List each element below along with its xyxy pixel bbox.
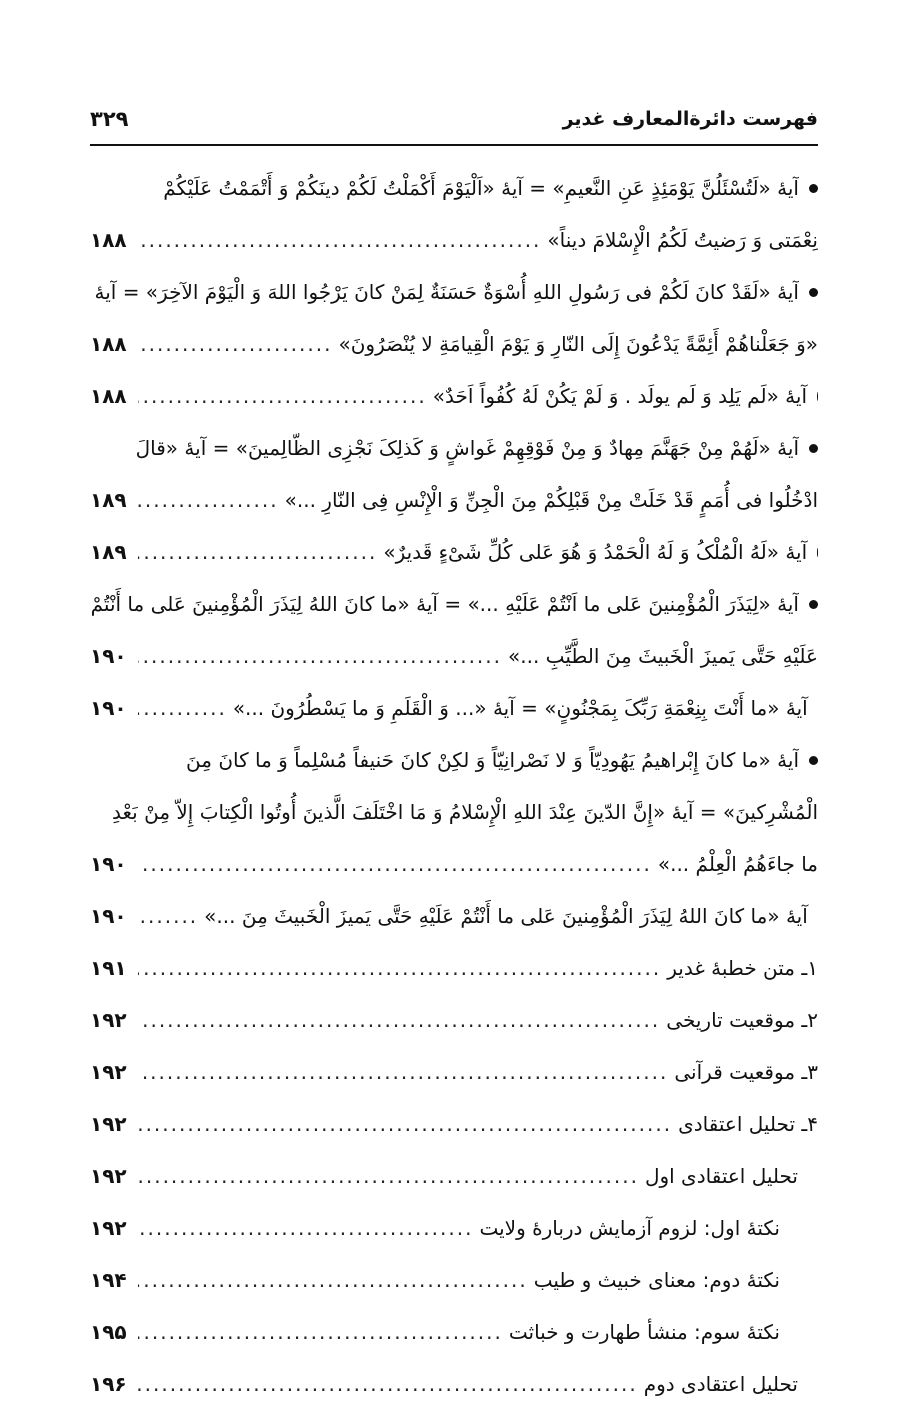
entry-text: عَلَیْهِ حَتَّى یَمیزَ الْخَبیثَ مِنَ الطَّیِّبِ ...» [508, 644, 818, 668]
index-entry [90, 942, 818, 994]
bullet-icon [809, 184, 818, 193]
index-entries [90, 162, 818, 1410]
entry-text: ۴ـ تحلیل اعتقادی [678, 1112, 818, 1136]
index-entry [90, 1202, 818, 1254]
bullet-icon [809, 444, 818, 453]
entry-page-number: ۱۹۲ [90, 1060, 127, 1084]
entry-text: نکتهٔ سوم: منشأ طهارت و خباثت [508, 1320, 780, 1344]
index-page [90, 0, 818, 1410]
index-entry [90, 994, 818, 1046]
dot-leader [138, 1098, 672, 1150]
entry-line [90, 942, 818, 994]
entry-line [90, 1358, 818, 1410]
entry-text: «وَ جَعَلْناهُمْ أَئِمَّةً یَدْعُونَ إِلَى النّارِ وَ یَوْمَ الْقِیامَةِ لا یُنْصَرُونَ» [338, 332, 818, 356]
entry-line [90, 578, 818, 630]
index-entry [90, 266, 818, 370]
entry-page-number: ۱۹۱ [90, 956, 127, 980]
dot-leader [138, 1358, 638, 1410]
dot-leader [138, 994, 660, 1046]
entry-text: ۳ـ موقعیت قرآنی [674, 1060, 818, 1084]
entry-page-number: ۱۹۲ [90, 1216, 127, 1240]
index-entry [90, 370, 818, 422]
entry-line [90, 526, 818, 578]
bullet-icon [817, 392, 818, 401]
entry-text: آیهٔ «لَم یَلِد وَ لَم یولَد . وَ لَمْ یَکُنْ لَهُ کُفُواً اَحَدٌ» [432, 384, 808, 408]
entry-page-number: ۱۹۰ [90, 696, 127, 720]
entry-line [90, 1098, 818, 1150]
entry-line [90, 1046, 818, 1098]
entry-line [90, 890, 818, 942]
entry-line [90, 630, 818, 682]
index-entry [90, 162, 818, 266]
index-entry [90, 682, 818, 734]
entry-text: نکتهٔ دوم: معنای خبیث و طیب [533, 1268, 780, 1292]
entry-page-number: ۱۹۲ [90, 1112, 127, 1136]
entry-line [90, 370, 818, 422]
index-entry [90, 526, 818, 578]
index-entry [90, 890, 818, 942]
index-entry [90, 734, 818, 890]
running-title: فهرست دائرةالمعارف غدیر [562, 108, 818, 130]
entry-text: ادْخُلُوا فی أُمَمٍ قَدْ خَلَتْ مِنْ قَبْلِکُمْ مِنَ الْجِنِّ وَ الْإِنْسِ فِی النّارِ ...» [284, 488, 818, 512]
dot-leader [138, 526, 377, 578]
page-header [90, 96, 818, 142]
entry-line [90, 318, 818, 370]
entry-text: الْمُشْرِکینَ» = آیهٔ «إِنَّ الدّینَ عِنْدَ اللهِ الْإِسْلامُ وَ مَا اخْتَلَفَ الَّذینَ أُوتُوا الْکِتابَ إِلاّ مِنْ بَعْدِ [112, 800, 818, 824]
entry-line [90, 734, 818, 786]
entry-text: تحلیل اعتقادی اول [644, 1164, 798, 1188]
entry-page-number: ۱۹۰ [90, 904, 127, 928]
dot-leader [138, 370, 427, 422]
index-entry [90, 1046, 818, 1098]
entry-line [90, 474, 818, 526]
entry-text: نکتهٔ اول: لزوم آزمایش دربارهٔ ولایت [479, 1216, 780, 1240]
entry-line [90, 1150, 818, 1202]
entry-page-number: ۱۸۹ [90, 488, 127, 512]
entry-text: آیهٔ «لَقَدْ کانَ لَکُمْ فی رَسُولِ اللهِ أُسْوَةٌ حَسَنَةٌ لِمَنْ کانَ یَرْجُوا اللهَ وَ الْیَوْمَ الآخِرَ» = آیهٔ [94, 280, 799, 304]
dot-leader [138, 1202, 473, 1254]
entry-line [90, 422, 818, 474]
index-entry [90, 578, 818, 682]
dot-leader [138, 890, 198, 942]
entry-text: ما جاءَهُمُ الْعِلْمُ ...» [657, 852, 818, 876]
bullet-icon [809, 756, 818, 765]
entry-line [90, 994, 818, 1046]
entry-page-number: ۱۹۲ [90, 1008, 127, 1032]
entry-line [90, 1202, 818, 1254]
entry-page-number: ۱۹۴ [90, 1268, 127, 1292]
entry-text: آیهٔ «لَهُمْ مِنْ جَهَنَّمَ مِهادٌ وَ مِنْ فَوْقِهِمْ غَواشٍ وَ کَذلِکَ نَجْزِی الظّالِمینَ» = آیهٔ «قالَ [135, 436, 799, 460]
index-entry [90, 1150, 818, 1202]
header-rule [90, 144, 818, 146]
entry-text: آیهٔ «ما کانَ إِبْراهیمُ یَهُودِیّاً وَ لا نَصْرانِیّاً وَ لکِنْ کانَ حَنیفاً مُسْلِماً وَ ما کانَ مِنَ [186, 748, 799, 772]
index-entry [90, 1358, 818, 1410]
dot-leader [138, 318, 332, 370]
dot-leader [138, 1046, 668, 1098]
entry-line [90, 838, 818, 890]
entry-page-number: ۱۹۰ [90, 852, 127, 876]
entry-text: آیهٔ «لَهُ الْمُلْکُ وَ لَهُ الْحَمْدُ وَ هُوَ عَلى کُلِّ شَیْءٍ قَدیرٌ» [383, 540, 808, 564]
index-entry [90, 1098, 818, 1150]
index-entry [90, 1306, 818, 1358]
dot-leader [138, 1306, 503, 1358]
entry-page-number: ۱۸۹ [90, 540, 127, 564]
entry-page-number: ۱۹۰ [90, 644, 127, 668]
bullet-icon [809, 288, 818, 297]
entry-text: آیهٔ «ما أَنْتَ بِنِعْمَةِ رَبِّکَ بِمَجْنُونٍ» = آیهٔ «... وَ الْقَلَمِ وَ ما یَسْطُرُونَ ...» [232, 696, 808, 720]
dot-leader [138, 1150, 639, 1202]
dot-leader [138, 214, 541, 266]
entry-page-number: ۱۹۶ [90, 1372, 127, 1396]
entry-text: ۱ـ متن خطبهٔ غدیر [667, 956, 818, 980]
dot-leader [138, 942, 661, 994]
dot-leader [138, 474, 279, 526]
entry-page-number: ۱۹۲ [90, 1164, 127, 1188]
dot-leader [138, 1254, 528, 1306]
entry-page-number: ۱۹۵ [90, 1320, 127, 1344]
entry-line [90, 786, 818, 838]
bullet-icon [809, 600, 818, 609]
entry-line [90, 1254, 818, 1306]
entry-text: آیهٔ «ما کانَ اللهُ لِیَذَرَ الْمُؤْمِنینَ عَلى ما أَنْتُمْ عَلَیْهِ حَتَّى یَمیزَ الْخَبیثَ مِنَ ...» [204, 904, 808, 928]
entry-line [90, 266, 818, 318]
entry-text: ۲ـ موقعیت تاریخی [666, 1008, 818, 1032]
entry-text: آیهٔ «لِیَذَرَ الْمُؤْمِنینَ عَلى ما اَنْتُمْ عَلَیْهِ ...» = آیهٔ «ما کانَ اللهُ لِیَذَرَ الْمُؤْمِنینَ عَلى ما أَنْتُمْ [90, 592, 799, 616]
entry-line [90, 162, 818, 214]
dot-leader [138, 630, 502, 682]
entry-page-number: ۱۸۸ [90, 332, 127, 356]
index-entry [90, 1254, 818, 1306]
entry-text: تحلیل اعتقادی دوم [643, 1372, 798, 1396]
dot-leader [138, 682, 227, 734]
index-entry [90, 422, 818, 526]
dot-leader [138, 838, 652, 890]
entry-page-number: ۱۸۸ [90, 228, 127, 252]
entry-line [90, 682, 818, 734]
page-number: ۳۲۹ [90, 107, 129, 131]
entry-page-number: ۱۸۸ [90, 384, 127, 408]
entry-line [90, 214, 818, 266]
bullet-icon [817, 548, 818, 557]
entry-text: نِعْمَتی وَ رَضیتُ لَکُمُ الْإِسْلامَ دیناً» [547, 228, 818, 252]
entry-text: آیهٔ «لَتُسْئَلُنَّ یَوْمَئِذٍ عَنِ النَّعیمِ» = آیهٔ «اَلْیَوْمَ أَکْمَلْتُ لَکُمْ دینَکُمْ وَ أَتْمَمْتُ عَلَیْکُمْ [163, 176, 799, 200]
entry-line [90, 1306, 818, 1358]
